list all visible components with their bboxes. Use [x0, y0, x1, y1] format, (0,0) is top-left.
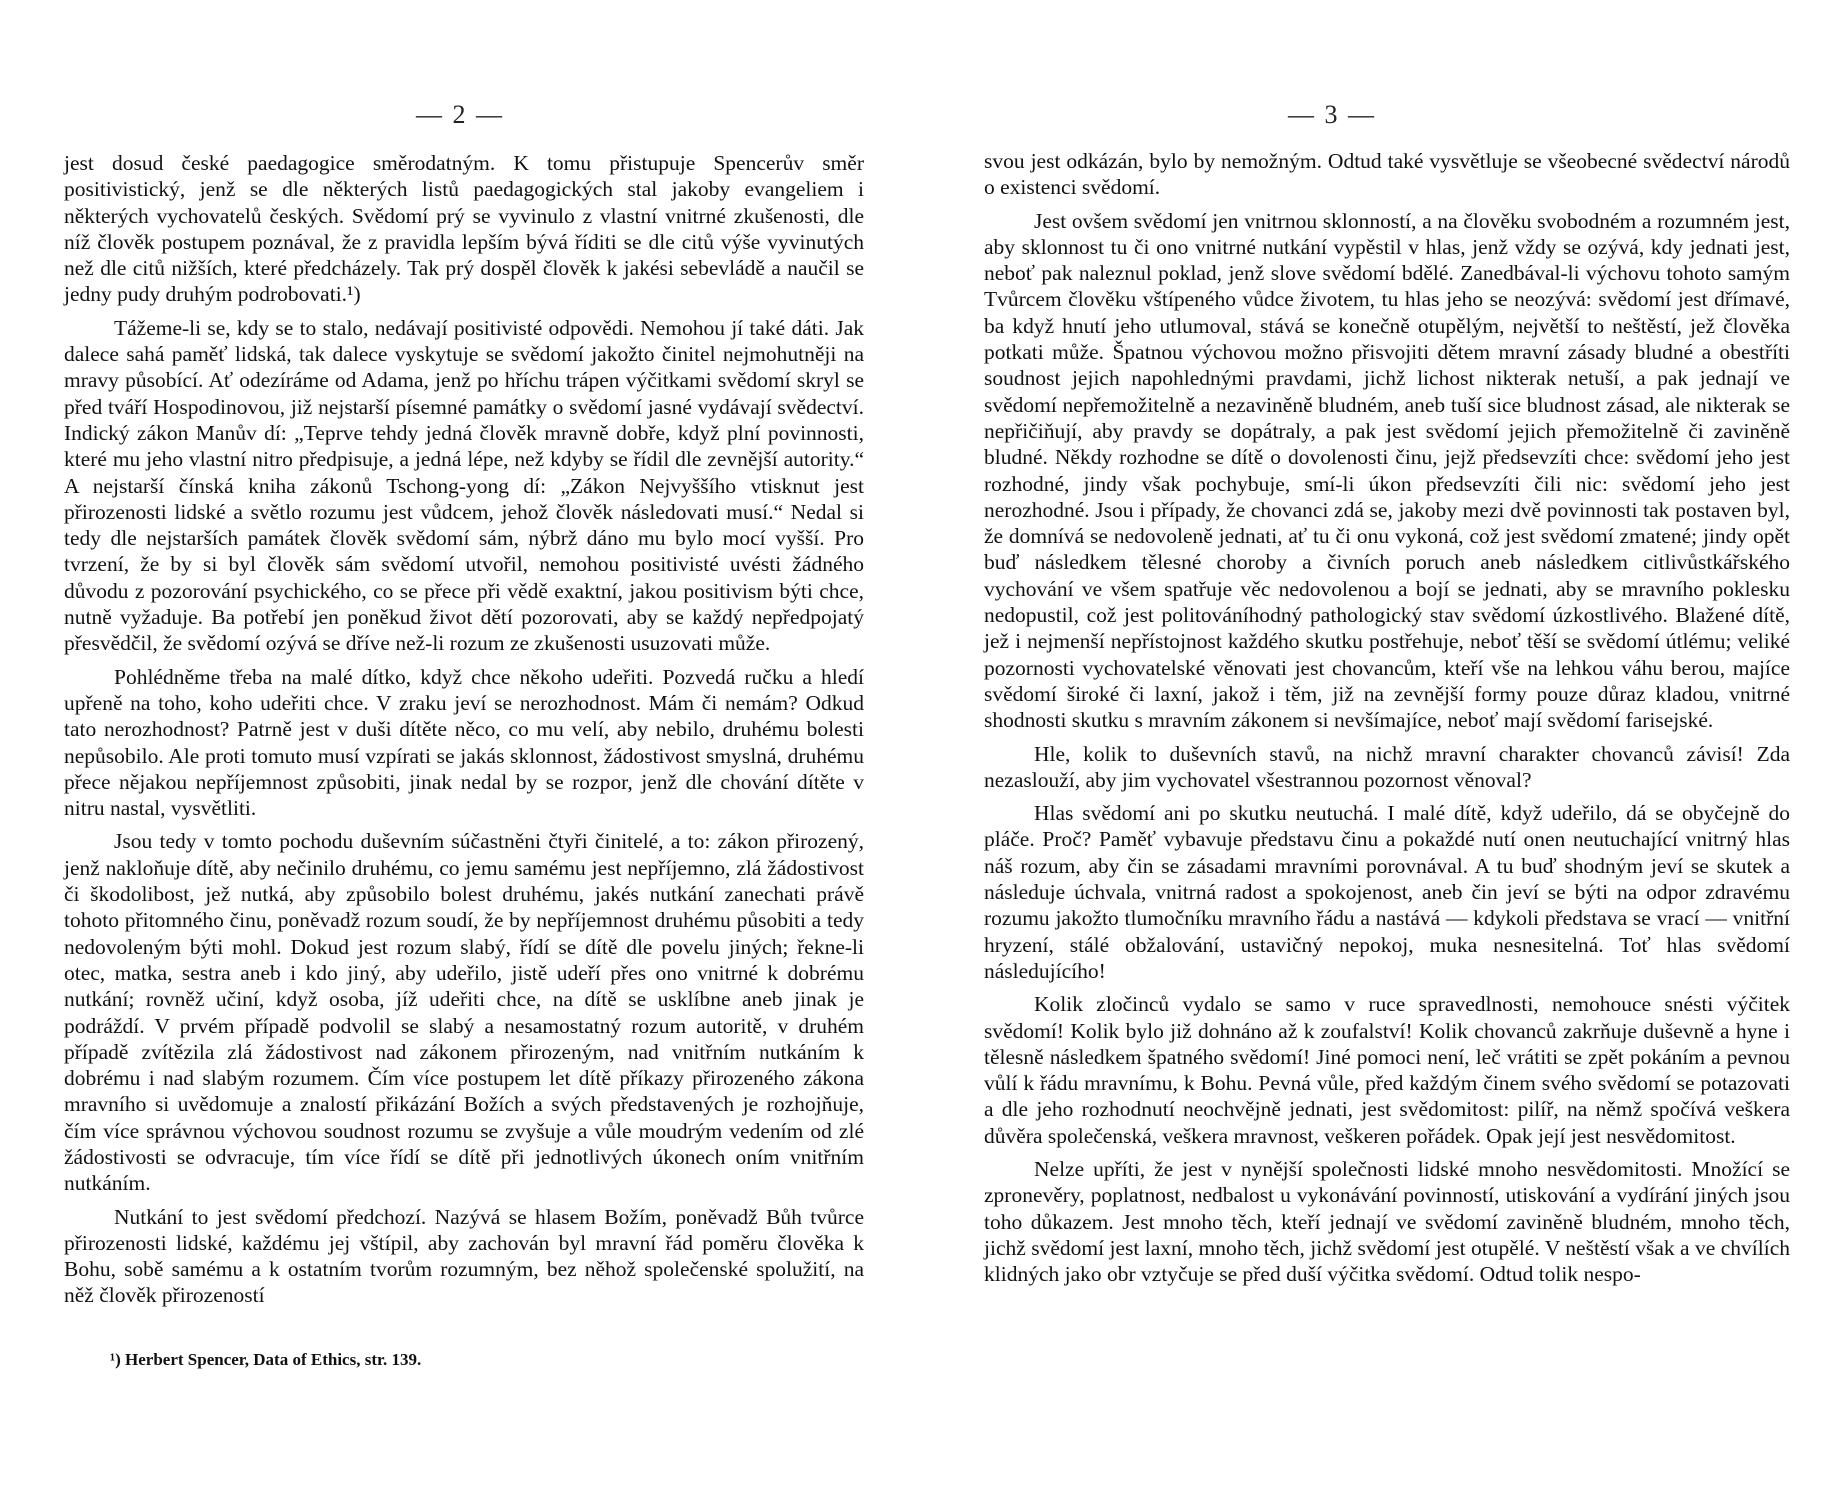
paragraph: Nutkání to jest svědomí předchozí. Nazývá se hlasem Božím, poněvadž Bůh tvůrce přirozenosti lidské, každému jej vštípil, aby zachován byl mravní řád poměru člověka k Bohu, sobě samému a k ostatním tvorům rozumným, bez něhož společenské spolužití, na něž člověk přirozeností — [64, 1204, 864, 1308]
footnote: ¹) Herbert Spencer, Data of Ethics, str. 139. — [110, 1350, 422, 1369]
paragraph: jest dosud české paedagogice směrodatným. K tomu přistupuje Spencerův směr positivistický, jenž se dle některých listů paedagogických stal jakoby evangeliem i některých vychovatelů českých. Svědomí prý se vyvinulo z vlastní vnitrné zkušenosti, dle níž člověk postupem poznával, že z pravidla lepším bývá říditi se dle citů výše vyvinutých než dle citů nižších, které předcházely. Tak prý dospěl člověk k jakési sebevládě a naučil se jedny pudy druhým podrobovati.¹) — [64, 151, 864, 307]
paragraph: svou jest odkázán, bylo by nemožným. Odtud také vysvětluje se všeobecné svědectví národů o existenci svědomí. — [984, 149, 1790, 200]
paragraph: Tážeme-li se, kdy se to stalo, nedávají positivisté odpovědi. Nemohou jí také dáti. Jak dalece sahá paměť lidská, tak dalece vyskytuje se svědomí jakožto činitel nejmohutněji na mravy působící. Ať odezíráme od Adama, jenž po hříchu trápen výčitkami svědomí skryl se před tváří Hospodinovou, již nejstarší písemné památky o svědomí jasné vydávají svědectví. Indický zákon Manův dí: „Teprve tehdy jedná člověk mravně dobře, když plní povinnosti, které mu jeho vlastní nitro předpisuje, a jedná lépe, než kdyby se řídil dle zevnější autority.“ A nejstarší čínská kniha zákonů Tschong-yong dí: „Zákon Nejvyššího vtisknut jest přirozenosti lidské a světlo rozumu jest vůdcem, jehož člověk následovati musí.“ Nedal si tedy dle nejstarších památek člověk svědomí sám, nýbrž dáno mu bylo mocí vyšší. Pro tvrzení, že by si byl člověk sám svědomí utvořil, nemohou positivisté uvésti žádného důvodu z pozorování psychického, co se přece při vědě exaktní, jakou positivism býti chce, nutně vyžaduje. Ba potřebí jen poněkud život dětí pozorovati, aby se každý nepředpojatý přesvědčil, že svědomí ozývá se dříve než-li rozum ze zkušenosti usuzovati může. — [64, 315, 864, 656]
paragraph: Pohlédněme třeba na malé dítko, když chce někoho udeřiti. Pozvedá ručku a hledí upřeně na toho, koho udeřiti chce. V zraku jeví se nerozhodnost. Mám či nemám? Odkud tato nerozhodnost? Patrně jest v duši dítěte něco, co mu velí, aby nebilo, druhému bolesti nepůsobilo. Ale proti tomuto musí vzpírati se jakás sklonnost, žádostivost smyslná, druhému přece nějakou nepříjemnost způsobiti, jinak nedal by se rozpor, jenž dle chování dítěte v nitru nastal, vysvětliti. — [64, 664, 864, 821]
right-page — [922, 0, 1844, 1500]
paragraph: Nelze upříti, že jest v nynější společnosti lidské mnoho nesvědomitosti. Množící se zpronevěry, poplatnost, nedbalost u vykonávání povinností, utiskování a vydírání jiných jsou toho důkazem. Jest mnoho těch, kteří jednají ve svědomí zaviněně bludném, mnoho těch, jichž svědomí jest laxní, mnoho těch, jichž svědomí jest otupělé. V neštěstí však a ve chvílích klidných jako obr vztyčuje se před duší výčitka svědomí. Odtud tolik nespo- — [984, 1156, 1790, 1287]
paragraph: Kolik zločinců vydalo se samo v ruce spravedlnosti, nemohouce snésti výčitek svědomí! Kolik bylo již dohnáno až k zoufalství! Kolik chovanců zakrňuje duševně a hyne i tělesně následkem špatného svědomí! Jiné pomoci není, leč vrátiti se zpět pokáním a pevnou vůlí k řádu mravnímu, k Bohu. Pevná vůle, před každým činem svého svědomí se potazovati a dle jeho rozhodnutí neochvějně jednati, jest svědomitost: pilíř, na němž spočívá veškera důvěra společenská, veškera mravnost, veškeren pořádek. Opak její jest nesvědomitost. — [984, 992, 1790, 1148]
paragraph: Jest ovšem svědomí jen vnitrnou sklonností, a na člověku svobodném a rozumném jest, aby sklonnost tu či ono vnitrné nutkání vypěstil v hlas, jenž vždy se ozývá, kdy jednati jest, neboť pak naleznul poklad, jenž slove svědomí bdělé. Zanedbával-li výchovu tohoto samým Tvůrcem člověku vštípeného vůdce životem, tu hlas jeho se neozývá: svědomí jest dřímavé, ba když hnutí jeho utlumoval, stává se konečně otupělým, největší to neštěstí, jež člověka potkati může. Špatnou výchovou možno přisvojiti dětem mravní zásady bludné a obestříti soudnost jejich napohlednými pravdami, jichž lichost nikterak netuší, a pak jednají ve svědomí nepřemožitelně a nezaviněně bludném, aneb tuší sice bludnost zásad, ale nikterak se nepřičiňují, aby pravdy se dopátraly, a pak jest svědomí jejich přemožitelně či zaviněně bludné. Někdy rozhodne se dítě o dovolenosti činu, jejž předsevzíti chce: svědomí jeho jest rozhodné, jindy však pochybuje, smí-li úkon předsevzíti čili nic: svědomí jeho jest nerozhodné. Jsou i případy, že chovanci zdá se, jakoby mezi dvě povinnosti tak postaven byl, že domnívá se nedovoleně jednati, ať tu či onu vykoná, což jest svědomí zmatené; jindy opět buď následkem tělesné choroby a čivních poruch aneb následkem citlivůstkářského vychování ve všem spatřuje věc nedovolenou a bojí se jednati, aby se mravního poklesku nedopustil, což jest politováníhodný pathologický stav svědomí úzkostlivého. Blažené dítě, jež i nejmenší nepřístojnost každého skutku postřehuje, neboť těší se svědomí útlému; veliké pozornosti vychovatelské věnovati jest chovancům, kteří vše na lehkou váhu berou, majíce svědomí široké či laxní, jakož i těm, již na zevnější formy pouze důraz kladou, vnitrné shodnosti skutku s mravním zákonem si nevšímajíce, neboť mají svědomí farisejské. — [984, 208, 1790, 733]
paragraph: Jsou tedy v tomto pochodu duševním súčastněni čtyři činitelé, a to: zákon přirozený, jenž nakloňuje dítě, aby nečinilo druhému, co jemu samému jest nepříjemno, zlá žádostivost či škodolibost, jež nutká, aby způsobilo bolest druhému, jakés nutkání zanechati právě tohoto přitomného činu, poněvadž rozum soudí, že by nepříjemnost druhému působiti a tedy nedovoleným býti mohl. Dokud jest rozum slabý, řídí se dítě dle povelu jiných; řekne-li otec, matka, sestra aneb i kdo jiný, aby udeřilo, jistě udeří přes ono vnitrné k dobrému nutkání; rovněž učiní, když osoba, jíž udeřiti chce, na dítě se usklíbne aneb jinak je podráždí. V prvém případě podvolil se slabý a nesamostatný rozum autoritě, v druhém případě zvítězila zlá žádostivost nad zákonem přirozeným, nad vnitřním nutkáním k dobrému i nad slabým rozumem. Čím více postupem let dítě příkazy přirozeného zákona mravního si uvědomuje a znalostí přikázání Božích a svých představených je rozhojňuje, čím více správnou výchovou soudnost rozumu se zvyšuje a vůle moudrým vedením od zlé žádostivosti se odvracuje, tím více řídí se dítě při jednotlivých úkonech oním vnitřním nutkáním. — [64, 829, 864, 1196]
left-page-text — [64, 150, 864, 1316]
paragraph: Hlas svědomí ani po skutku neutuchá. I malé dítě, když udeřilo, dá se obyčejně do pláče. Proč? Paměť vybavuje představu činu a pokaždé nutí onen neutuchající vnitrný hlas náš rozum, aby čin se zásadami mravními porovnával. A tu buď shodným jeví se skutek a následuje úchvala, vnitrná radost a spokojenost, aneb čin jeví se býti na odpor zdravému rozumu jakožto tlumočníku mravního řádu a nastává — kdykoli představa se vrací — vnitřní hryzení, stálé obžalování, ustavičný nepokoj, muka nesnesitelná. Toť hlas svědomí následujícího! — [984, 801, 1790, 983]
paragraph: Hle, kolik to duševních stavů, na nichž mravní charakter chovanců závisí! Zda nezaslouží, aby jim vychovatel všestrannou pozornost věnoval? — [984, 741, 1790, 792]
right-page-text — [984, 148, 1790, 1294]
page-number-right: — 3 — — [1288, 100, 1376, 129]
page-number-left: — 2 — — [416, 100, 504, 129]
